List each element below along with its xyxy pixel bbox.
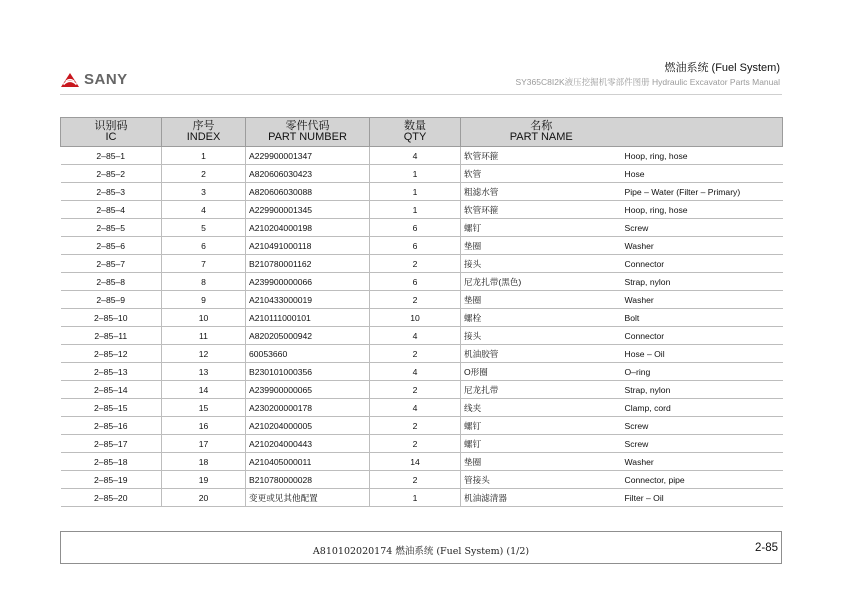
parts-table [60, 117, 783, 507]
cell-qty: 2 [370, 291, 461, 309]
cell-name-cn: 垫圈 [461, 291, 622, 309]
cell-qty: 2 [370, 255, 461, 273]
cell-qty: 6 [370, 237, 461, 255]
cell-name-cn: 垫圈 [461, 453, 622, 471]
cell-index: 6 [162, 237, 246, 255]
cell-part-number: A210204000198 [246, 219, 370, 237]
cell-part-number: A239900000065 [246, 381, 370, 399]
cell-qty: 1 [370, 489, 461, 507]
cell-qty: 4 [370, 327, 461, 345]
cell-ic: 2–85–10 [61, 309, 162, 327]
cell-ic: 2–85–14 [61, 381, 162, 399]
table-row [61, 417, 783, 435]
cell-name-en: Hoop, ring, hose [622, 147, 783, 165]
cell-name-cn: 粗滤水管 [461, 183, 622, 201]
table-row [61, 453, 783, 471]
cell-index: 8 [162, 273, 246, 291]
cell-index: 17 [162, 435, 246, 453]
cell-ic: 2–85–7 [61, 255, 162, 273]
manual-subtitle: SY365C8I2K液压挖掘机零部件图册 Hydraulic Excavator Parts Manual [515, 77, 780, 87]
table-header-row [61, 118, 783, 147]
cell-name-en: Strap, nylon [622, 273, 783, 291]
section-title: 燃油系统 (Fuel System) [664, 62, 780, 74]
table-row [61, 237, 783, 255]
table-row [61, 309, 783, 327]
cell-name-cn: 机油胶管 [461, 345, 622, 363]
cell-ic: 2–85–4 [61, 201, 162, 219]
table-row [61, 489, 783, 507]
cell-name-cn: 螺钉 [461, 219, 622, 237]
cell-qty: 2 [370, 471, 461, 489]
cell-index: 3 [162, 183, 246, 201]
cell-index: 14 [162, 381, 246, 399]
cell-index: 15 [162, 399, 246, 417]
cell-qty: 2 [370, 345, 461, 363]
table-row [61, 291, 783, 309]
cell-name-cn: 垫圈 [461, 237, 622, 255]
cell-part-number: A210433000019 [246, 291, 370, 309]
cell-index: 1 [162, 147, 246, 165]
cell-qty: 2 [370, 381, 461, 399]
cell-ic: 2–85–16 [61, 417, 162, 435]
cell-ic: 2–85–1 [61, 147, 162, 165]
cell-part-number: B230101000356 [246, 363, 370, 381]
cell-index: 4 [162, 201, 246, 219]
cell-ic: 2–85–17 [61, 435, 162, 453]
cell-qty: 6 [370, 273, 461, 291]
cell-ic: 2–85–8 [61, 273, 162, 291]
cell-name-en: Screw [622, 219, 783, 237]
cell-index: 20 [162, 489, 246, 507]
cell-qty: 2 [370, 435, 461, 453]
cell-name-cn: 尼龙扎带 [461, 381, 622, 399]
cell-ic: 2–85–11 [61, 327, 162, 345]
cell-name-en: Clamp, cord [622, 399, 783, 417]
footer [60, 531, 782, 564]
cell-name-cn: 螺钉 [461, 435, 622, 453]
table-row [61, 327, 783, 345]
cell-name-en: Bolt [622, 309, 783, 327]
cell-name-en: Screw [622, 417, 783, 435]
cell-name-cn: O形圈 [461, 363, 622, 381]
cell-name-cn: 线夹 [461, 399, 622, 417]
cell-index: 9 [162, 291, 246, 309]
cell-name-cn: 机油滤清器 [461, 489, 622, 507]
cell-ic: 2–85–9 [61, 291, 162, 309]
header-divider [60, 94, 782, 95]
cell-name-cn: 螺钉 [461, 417, 622, 435]
sany-logo [60, 71, 128, 88]
cell-part-number: B210780000028 [246, 471, 370, 489]
cell-name-en: Hose – Oil [622, 345, 783, 363]
cell-name-en: Connector, pipe [622, 471, 783, 489]
cell-name-cn: 接头 [461, 327, 622, 345]
cell-index: 13 [162, 363, 246, 381]
table-row [61, 201, 783, 219]
cell-part-number: A820205000942 [246, 327, 370, 345]
cell-part-number: A239900000066 [246, 273, 370, 291]
header-blank [622, 118, 783, 147]
cell-name-en: Filter – Oil [622, 489, 783, 507]
table-row [61, 147, 783, 165]
page-number: 2-85 [754, 542, 778, 554]
cell-ic: 2–85–15 [61, 399, 162, 417]
brand-name: SANY [84, 71, 128, 88]
cell-qty: 6 [370, 219, 461, 237]
cell-qty: 1 [370, 183, 461, 201]
cell-ic: 2–85–19 [61, 471, 162, 489]
cell-ic: 2–85–6 [61, 237, 162, 255]
cell-index: 11 [162, 327, 246, 345]
cell-index: 2 [162, 165, 246, 183]
cell-part-number: A820606030088 [246, 183, 370, 201]
cell-name-en: Strap, nylon [622, 381, 783, 399]
cell-name-en: Connector [622, 327, 783, 345]
cell-part-number: A210405000011 [246, 453, 370, 471]
cell-name-en: Washer [622, 453, 783, 471]
cell-name-en: Screw [622, 435, 783, 453]
cell-part-number: 变更或见其他配置 [246, 489, 370, 507]
cell-name-cn: 螺栓 [461, 309, 622, 327]
cell-part-number: A210491000118 [246, 237, 370, 255]
cell-index: 10 [162, 309, 246, 327]
cell-name-cn: 软管环箍 [461, 201, 622, 219]
cell-qty: 14 [370, 453, 461, 471]
cell-name-cn: 软管 [461, 165, 622, 183]
sany-logo-icon [60, 72, 80, 88]
cell-name-en: Washer [622, 237, 783, 255]
table-row [61, 381, 783, 399]
cell-qty: 4 [370, 363, 461, 381]
cell-ic: 2–85–13 [61, 363, 162, 381]
cell-part-number: A210111000101 [246, 309, 370, 327]
table-row [61, 183, 783, 201]
table-row [61, 399, 783, 417]
cell-ic: 2–85–20 [61, 489, 162, 507]
cell-name-cn: 接头 [461, 255, 622, 273]
cell-qty: 4 [370, 399, 461, 417]
cell-qty: 1 [370, 201, 461, 219]
cell-index: 16 [162, 417, 246, 435]
cell-qty: 2 [370, 417, 461, 435]
cell-name-cn: 软管环箍 [461, 147, 622, 165]
cell-name-en: Pipe – Water (Filter – Primary) [622, 183, 783, 201]
footer-doc-ref: A810102020174 燃油系统 (Fuel System) (1/2) [312, 546, 530, 557]
cell-ic: 2–85–3 [61, 183, 162, 201]
cell-qty: 1 [370, 165, 461, 183]
cell-ic: 2–85–18 [61, 453, 162, 471]
header-index: 序号 INDEX [162, 118, 246, 147]
cell-index: 5 [162, 219, 246, 237]
table-row [61, 363, 783, 381]
cell-part-number: A210204000005 [246, 417, 370, 435]
cell-part-number: B210780001162 [246, 255, 370, 273]
cell-ic: 2–85–12 [61, 345, 162, 363]
cell-name-en: Washer [622, 291, 783, 309]
header-qty: 数量 QTY [370, 118, 461, 147]
table-row [61, 345, 783, 363]
cell-qty: 4 [370, 147, 461, 165]
header-part-name: 名称 PART NAME [461, 118, 622, 147]
cell-index: 7 [162, 255, 246, 273]
table-row [61, 255, 783, 273]
cell-qty: 10 [370, 309, 461, 327]
cell-part-number: 60053660 [246, 345, 370, 363]
cell-name-en: O–ring [622, 363, 783, 381]
cell-ic: 2–85–5 [61, 219, 162, 237]
table-row [61, 273, 783, 291]
cell-part-number: A820606030423 [246, 165, 370, 183]
cell-name-en: Connector [622, 255, 783, 273]
table-row [61, 435, 783, 453]
cell-name-cn: 尼龙扎带(黑色) [461, 273, 622, 291]
table-row [61, 219, 783, 237]
cell-part-number: A210204000443 [246, 435, 370, 453]
header-part-number: 零件代码 PART NUMBER [246, 118, 370, 147]
cell-ic: 2–85–2 [61, 165, 162, 183]
cell-index: 12 [162, 345, 246, 363]
cell-part-number: A230200000178 [246, 399, 370, 417]
table-row [61, 471, 783, 489]
cell-name-en: Hose [622, 165, 783, 183]
cell-part-number: A229900001345 [246, 201, 370, 219]
cell-index: 18 [162, 453, 246, 471]
cell-name-cn: 管接头 [461, 471, 622, 489]
cell-name-en: Hoop, ring, hose [622, 201, 783, 219]
header-ic: 识别码 IC [61, 118, 162, 147]
cell-index: 19 [162, 471, 246, 489]
cell-part-number: A229900001347 [246, 147, 370, 165]
table-row [61, 165, 783, 183]
